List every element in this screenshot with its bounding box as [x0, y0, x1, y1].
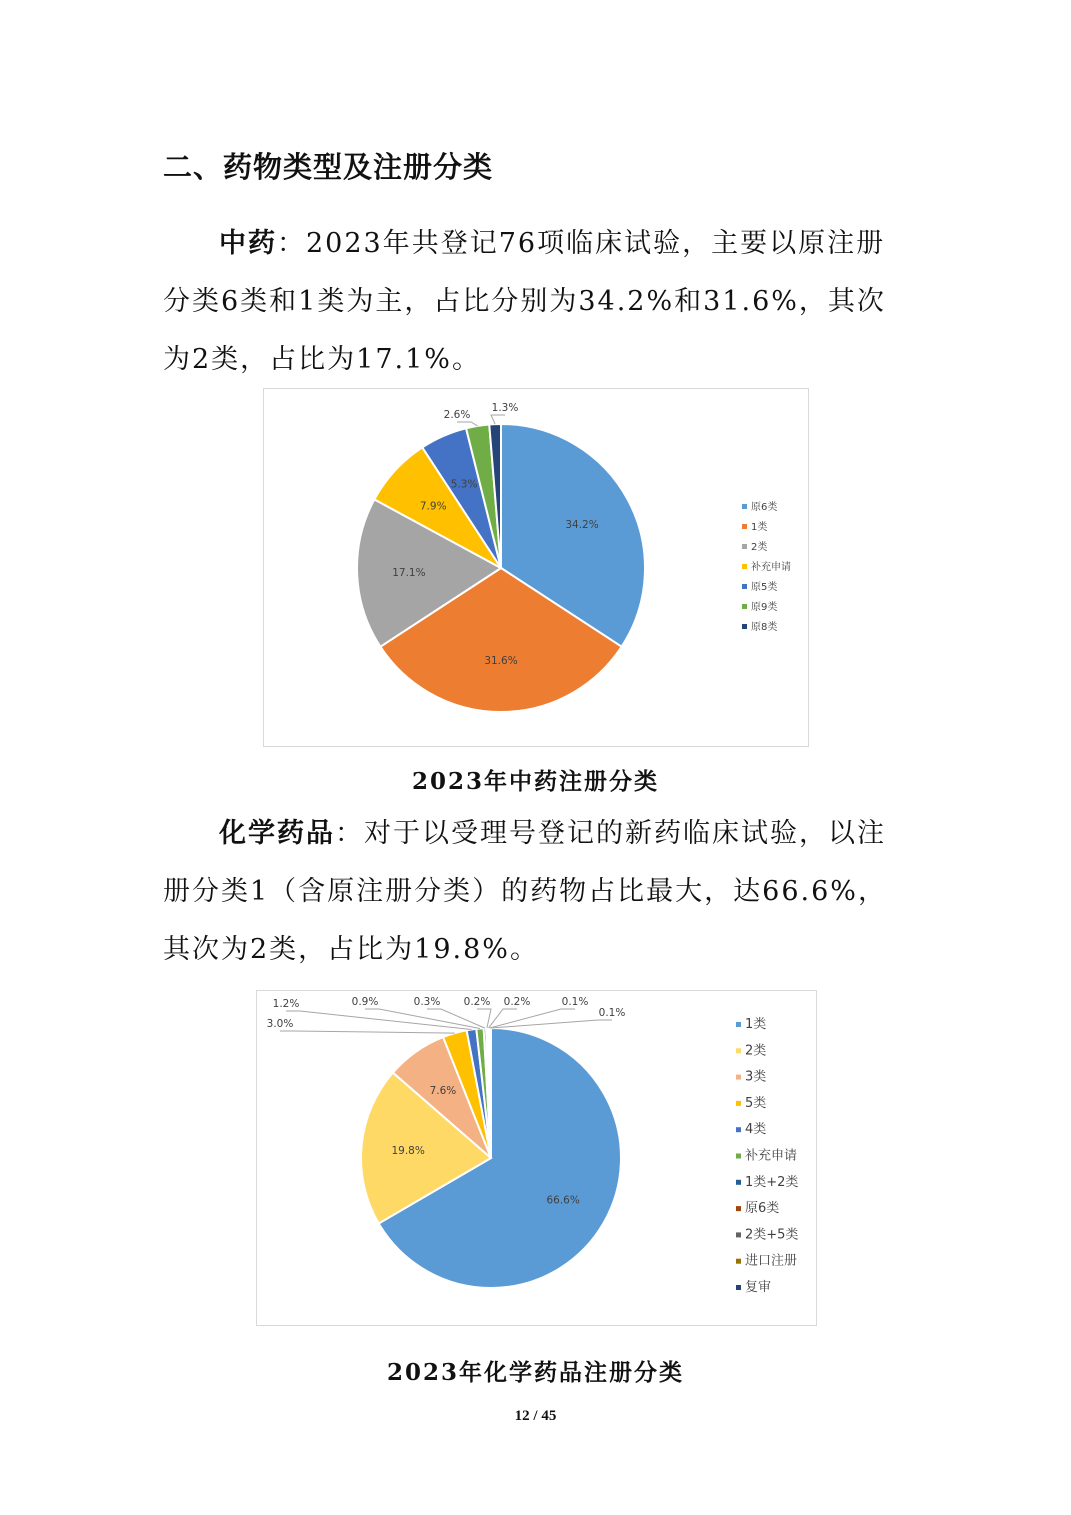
chem-paragraph — [163, 805, 911, 979]
chem-legend-swatch-11 — [736, 1285, 741, 1290]
chem-data-label-10: 0.1% — [561, 996, 589, 1008]
chem-leader-line-9 — [489, 1009, 517, 1028]
chem-lead: 化学药品 — [219, 818, 335, 849]
tcm-data-label-2: 31.6% — [484, 655, 518, 668]
tcm-legend-label-4: 补充申请 — [751, 562, 791, 573]
chem-pie-chart — [256, 990, 817, 1326]
chem-legend-label-11: 复审 — [745, 1280, 772, 1295]
chem-data-label-8: 0.2% — [463, 996, 491, 1008]
chem-legend-label-9: 2类+5类 — [745, 1227, 799, 1243]
tcm-legend-label-2: 1类 — [751, 522, 768, 533]
tcm-legend-swatch-7 — [742, 624, 747, 629]
tcm-data-label-5: 5.3% — [450, 478, 478, 491]
tcm-legend-label-3: 2类 — [751, 542, 768, 553]
chem-legend-label-8: 原6类 — [745, 1201, 780, 1217]
chem-legend-label-4: 5类 — [745, 1095, 767, 1111]
chem-legend-label-6: 补充申请 — [745, 1148, 798, 1164]
tcm-legend-swatch-1 — [742, 504, 747, 509]
tcm-data-label-7: 1.3% — [491, 402, 519, 414]
chem-leader-line-4 — [280, 1031, 455, 1033]
chem-legend-swatch-5 — [736, 1127, 741, 1132]
chem-leader-line-11 — [491, 1020, 612, 1028]
tcm-legend-label-5: 原5类 — [751, 582, 778, 593]
chem-data-label-5: 1.2% — [272, 998, 300, 1010]
chem-chart-caption: 2023年化学药品注册分类 — [386, 1359, 684, 1386]
tcm-leader-line-6 — [457, 422, 478, 426]
tcm-legend-swatch-4 — [742, 564, 747, 569]
chem-legend-swatch-3 — [736, 1075, 741, 1080]
chem-legend-swatch-10 — [736, 1259, 741, 1264]
tcm-legend-label-7: 原8类 — [751, 622, 778, 633]
chem-data-label-1: 66.6% — [546, 1194, 580, 1207]
chem-data-label-11: 0.1% — [598, 1007, 626, 1019]
tcm-data-label-6: 2.6% — [443, 409, 471, 421]
chem-legend-label-7: 1类+2类 — [745, 1174, 799, 1190]
tcm-legend-swatch-2 — [742, 524, 747, 529]
chem-legend-label-5: 4类 — [745, 1122, 767, 1138]
chem-data-label-6: 0.9% — [351, 996, 379, 1008]
chem-data-label-7: 0.3% — [413, 996, 441, 1008]
chem-legend-swatch-1 — [736, 1022, 741, 1027]
chem-legend-swatch-6 — [736, 1154, 741, 1159]
chem-slice-11 — [490, 1028, 491, 1158]
tcm-data-label-1: 34.2% — [565, 519, 599, 532]
tcm-legend-label-1: 原6类 — [751, 502, 778, 513]
tcm-data-label-4: 7.9% — [419, 500, 447, 513]
chem-data-label-9: 0.2% — [503, 996, 531, 1008]
tcm-legend-swatch-5 — [742, 584, 747, 589]
chem-legend-swatch-8 — [736, 1206, 741, 1211]
chem-legend-label-1: 1类 — [745, 1017, 767, 1032]
chem-data-label-4: 3.0% — [266, 1018, 294, 1030]
tcm-lead: 中药 — [219, 228, 277, 259]
chem-legend-label-10: 进口注册 — [745, 1253, 798, 1269]
tcm-legend-label-6: 原9类 — [751, 602, 778, 613]
page-number: 12 / 45 — [514, 1408, 557, 1424]
chem-legend-swatch-7 — [736, 1180, 741, 1185]
chem-leader-line-5 — [286, 1011, 471, 1029]
tcm-pie-svg — [264, 389, 808, 746]
chem-legend-label-3: 3类 — [745, 1069, 767, 1085]
section-heading: 二、药物类型及注册分类 — [163, 150, 494, 184]
tcm-text: ：2023年共登记76项临床试验，主要以原注册分类6类和1类为主，占比分别为34.2%和31.6%，其次为2类，占比为17.1%。 — [163, 228, 886, 375]
chem-legend-label-2: 2类 — [745, 1043, 767, 1059]
tcm-paragraph — [163, 215, 911, 389]
chem-legend-swatch-9 — [736, 1232, 741, 1237]
tcm-chart-caption: 2023年中药注册分类 — [411, 768, 659, 795]
tcm-legend-swatch-3 — [742, 544, 747, 549]
chem-legend-swatch-4 — [736, 1101, 741, 1106]
chem-data-label-3: 7.6% — [429, 1085, 457, 1098]
chem-data-label-2: 19.8% — [391, 1145, 425, 1158]
tcm-leader-line-7 — [491, 415, 505, 424]
tcm-legend-swatch-6 — [742, 604, 747, 609]
tcm-pie-chart — [263, 388, 809, 747]
chem-legend-swatch-2 — [736, 1048, 741, 1053]
chem-pie-svg — [257, 991, 816, 1325]
chem-text: ：对于以受理号登记的新药临床试验，以注册分类1（含原注册分类）的药物占比最大，达66.6%，其次为2类，占比为19.8%。 — [163, 818, 887, 965]
tcm-data-label-3: 17.1% — [392, 566, 426, 579]
